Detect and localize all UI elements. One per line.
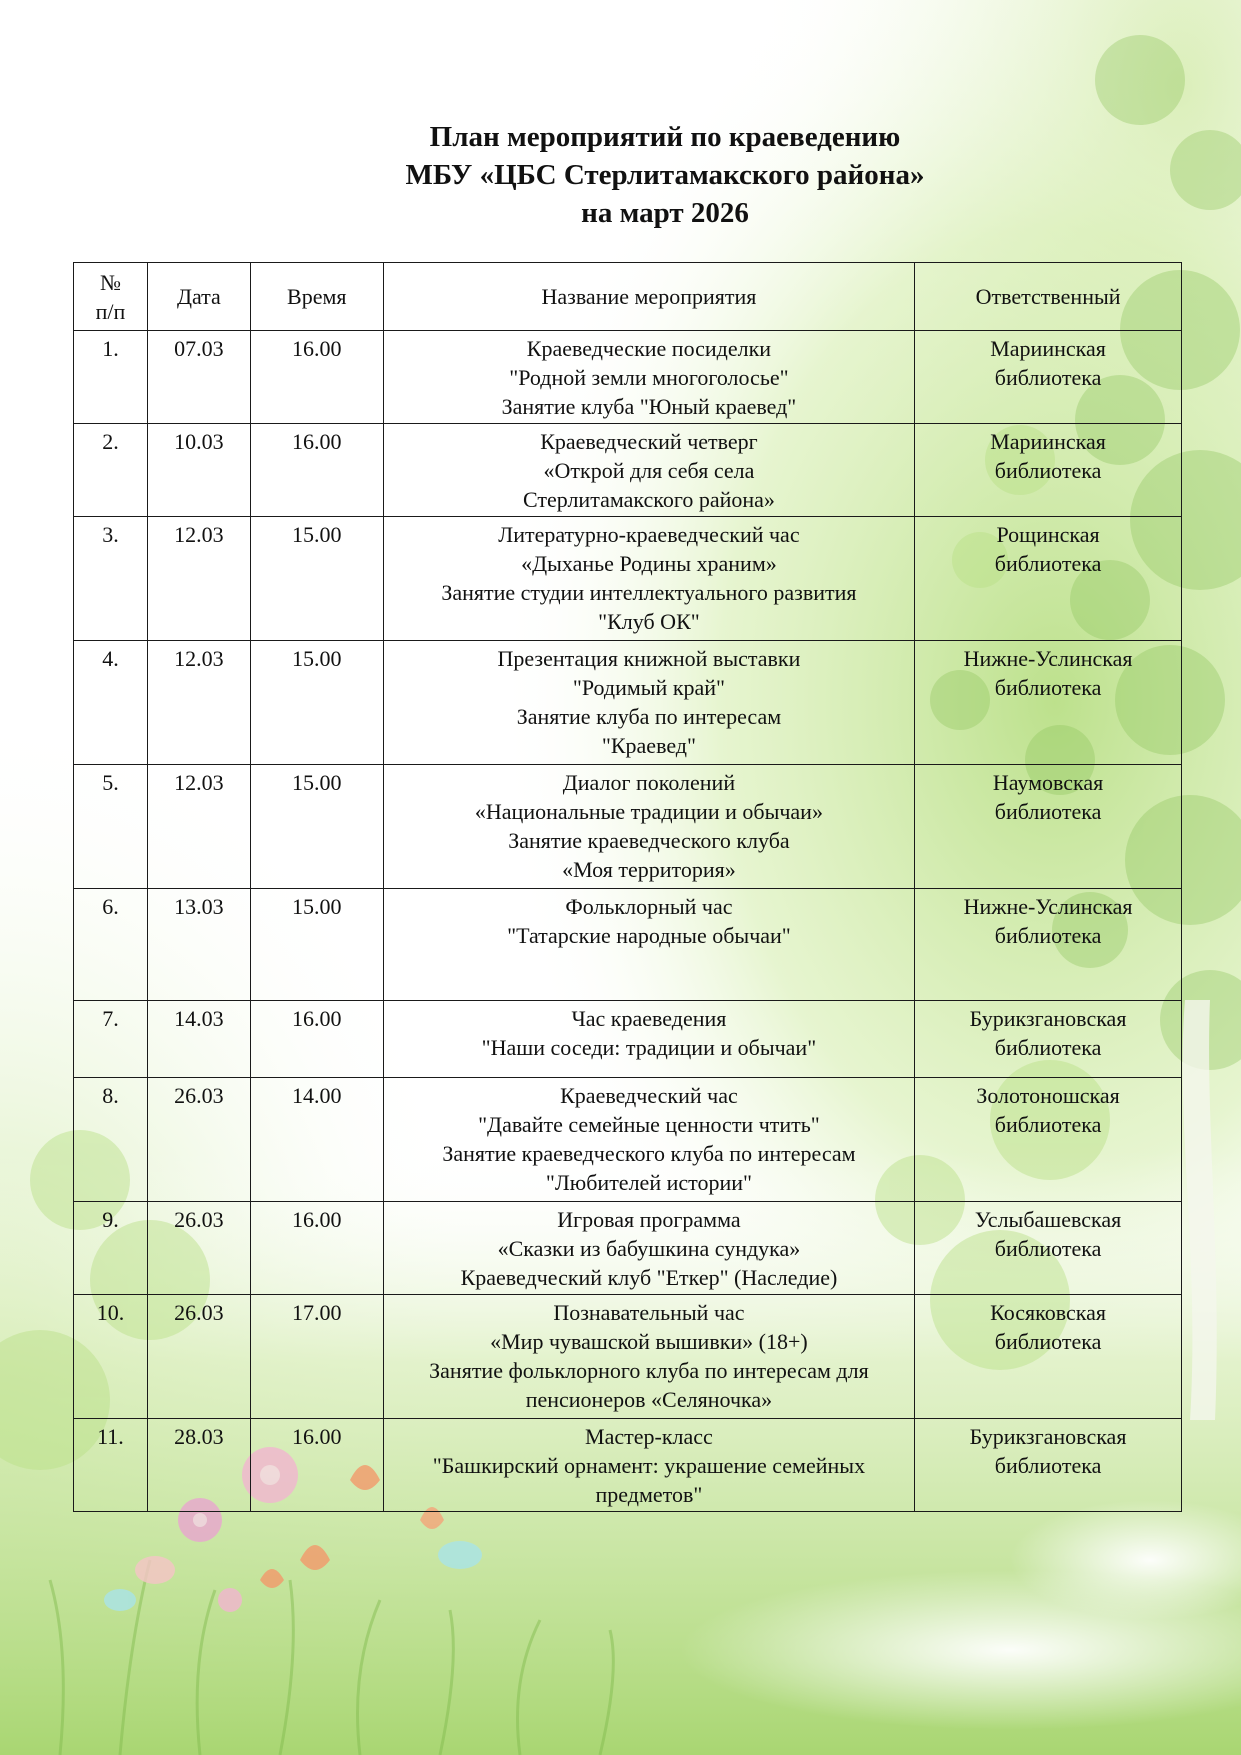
row-responsible	[915, 641, 1182, 765]
row-number: 8.	[74, 1078, 148, 1202]
event-name-line: пенсионеров «Селяночка»	[525, 1387, 773, 1412]
event-name-line: "Родной земли многоголосье"	[509, 365, 789, 390]
table-row	[74, 1295, 1182, 1419]
row-time: 15.00	[250, 641, 383, 765]
event-name-line: Мастер-класс	[585, 1424, 713, 1449]
header-number-line-1: №	[99, 269, 121, 295]
event-name-line: Литературно-краеведческий час	[498, 522, 800, 547]
page-title	[0, 118, 1241, 232]
responsible-line: Рощинская	[996, 522, 1100, 547]
row-responsible	[915, 331, 1182, 424]
row-time: 16.00	[250, 331, 383, 424]
event-name-line: Занятие фольклорного клуба по интересам для	[429, 1358, 869, 1383]
table-row	[74, 889, 1182, 1001]
header-date: Дата	[147, 263, 250, 331]
event-name-line: Фольклорный час	[565, 894, 733, 919]
row-number: 2.	[74, 424, 148, 517]
responsible-line: библиотека	[994, 458, 1102, 483]
row-date: 13.03	[147, 889, 250, 1001]
event-name-line: Занятие краеведческого клуба	[508, 828, 790, 853]
row-date: 12.03	[147, 765, 250, 889]
row-time: 17.00	[250, 1295, 383, 1419]
event-name-line: Краеведческий клуб "Еткер" (Наследие)	[460, 1265, 838, 1290]
row-event-name	[383, 889, 914, 1001]
table-row	[74, 1202, 1182, 1295]
event-name-line: Краеведческие посиделки	[526, 336, 772, 361]
event-name-line: "Краевед"	[601, 733, 696, 758]
event-name-line: «Сказки из бабушкина сундука»	[497, 1236, 801, 1261]
table-row	[74, 1001, 1182, 1078]
table-row	[74, 1078, 1182, 1202]
events-table	[73, 262, 1182, 1512]
row-responsible	[915, 1202, 1182, 1295]
event-name-line: "Любителей истории"	[545, 1170, 752, 1195]
event-name-line: Презентация книжной выставки	[497, 646, 801, 671]
event-name-line: Занятие краеведческого клуба по интересам	[442, 1141, 856, 1166]
row-date: 26.03	[147, 1295, 250, 1419]
event-name-line: «Мир чувашской вышивки» (18+)	[490, 1329, 808, 1354]
row-time: 16.00	[250, 1419, 383, 1512]
row-time: 15.00	[250, 517, 383, 641]
event-name-line: "Клуб ОК"	[598, 609, 700, 634]
row-event-name	[383, 517, 914, 641]
responsible-line: библиотека	[994, 1236, 1102, 1261]
event-name-line: "Наши соседи: традиции и обычаи"	[481, 1035, 817, 1060]
row-number: 3.	[74, 517, 148, 641]
event-name-line: Занятие клуба по интересам	[516, 704, 782, 729]
row-responsible	[915, 1001, 1182, 1078]
responsible-line: библиотека	[994, 1035, 1102, 1060]
event-name-line: «Открой для себя села	[543, 458, 755, 483]
row-date: 26.03	[147, 1078, 250, 1202]
row-event-name	[383, 424, 914, 517]
header-time: Время	[250, 263, 383, 331]
row-number: 6.	[74, 889, 148, 1001]
event-name-line: Занятие клуба "Юный краевед"	[501, 394, 797, 419]
event-name-line: "Давайте семейные ценности чтить"	[478, 1112, 820, 1137]
event-name-line: «Национальные традиции и обычаи»	[474, 799, 823, 824]
header-event-name: Название мероприятия	[383, 263, 914, 331]
row-number: 1.	[74, 331, 148, 424]
row-time: 15.00	[250, 889, 383, 1001]
responsible-line: Наумовская	[992, 770, 1104, 795]
table-row	[74, 765, 1182, 889]
row-responsible	[915, 889, 1182, 1001]
row-time: 16.00	[250, 424, 383, 517]
event-name-line: Диалог поколений	[562, 770, 736, 795]
row-number: 5.	[74, 765, 148, 889]
row-time: 16.00	[250, 1202, 383, 1295]
event-name-line: Стерлитамакского района»	[522, 487, 775, 512]
row-number: 7.	[74, 1001, 148, 1078]
responsible-line: библиотека	[994, 799, 1102, 824]
title-line-2: МБУ «ЦБС Стерлитамакского района»	[405, 159, 925, 191]
row-date: 10.03	[147, 424, 250, 517]
row-time: 15.00	[250, 765, 383, 889]
row-time: 14.00	[250, 1078, 383, 1202]
event-name-line: «Дыханье Родины храним»	[521, 551, 777, 576]
responsible-line: Мариинская	[990, 336, 1106, 361]
responsible-line: библиотека	[994, 1329, 1102, 1354]
row-responsible	[915, 765, 1182, 889]
table-row	[74, 1419, 1182, 1512]
responsible-line: Косяковская	[990, 1300, 1106, 1325]
header-number-line-2: п/п	[95, 298, 126, 324]
responsible-line: библиотека	[994, 365, 1102, 390]
table-row	[74, 517, 1182, 641]
table-row	[74, 641, 1182, 765]
responsible-line: Мариинская	[990, 429, 1106, 454]
event-name-line: "Башкирский орнамент: украшение семейных	[432, 1453, 866, 1478]
row-date: 14.03	[147, 1001, 250, 1078]
responsible-line: Нижне-Услинская	[963, 646, 1133, 671]
responsible-line: библиотека	[994, 551, 1102, 576]
responsible-line: Услыбашевская	[974, 1207, 1122, 1232]
row-event-name	[383, 765, 914, 889]
row-event-name	[383, 1078, 914, 1202]
event-name-line: Занятие студии интеллектуального развития	[441, 580, 857, 605]
title-line-1: План мероприятий по краеведению	[429, 121, 901, 153]
event-name-line: Игровая программа	[557, 1207, 741, 1232]
row-event-name	[383, 1295, 914, 1419]
event-name-line: "Родимый край"	[572, 675, 726, 700]
row-date: 12.03	[147, 517, 250, 641]
table-row	[74, 331, 1182, 424]
row-event-name	[383, 1202, 914, 1295]
responsible-line: библиотека	[994, 1453, 1102, 1478]
table-row	[74, 424, 1182, 517]
table-body	[74, 331, 1182, 1512]
event-name-line: "Татарские народные обычаи"	[507, 923, 791, 948]
row-event-name	[383, 641, 914, 765]
table-header-row	[74, 263, 1182, 331]
row-date: 28.03	[147, 1419, 250, 1512]
responsible-line: Бурикзгановская	[969, 1006, 1127, 1031]
row-number: 11.	[74, 1419, 148, 1512]
event-name-line: «Моя территория»	[562, 857, 736, 882]
event-name-line: предметов"	[595, 1482, 703, 1507]
event-name-line: Час краеведения	[571, 1006, 727, 1031]
row-responsible	[915, 1295, 1182, 1419]
row-responsible	[915, 424, 1182, 517]
responsible-line: Золотоношская	[976, 1083, 1120, 1108]
title-line-3: на март 2026	[581, 197, 749, 229]
event-name-line: Познавательный час	[553, 1300, 745, 1325]
responsible-line: Бурикзгановская	[969, 1424, 1127, 1449]
row-date: 26.03	[147, 1202, 250, 1295]
row-event-name	[383, 1001, 914, 1078]
responsible-line: Нижне-Услинская	[963, 894, 1133, 919]
row-number: 4.	[74, 641, 148, 765]
row-responsible	[915, 1419, 1182, 1512]
row-number: 10.	[74, 1295, 148, 1419]
row-responsible	[915, 1078, 1182, 1202]
row-date: 07.03	[147, 331, 250, 424]
responsible-line: библиотека	[994, 675, 1102, 700]
responsible-line: библиотека	[994, 923, 1102, 948]
header-responsible: Ответственный	[915, 263, 1182, 331]
row-date: 12.03	[147, 641, 250, 765]
row-event-name	[383, 1419, 914, 1512]
event-name-line: Краеведческий час	[560, 1083, 738, 1108]
row-number: 9.	[74, 1202, 148, 1295]
row-time: 16.00	[250, 1001, 383, 1078]
header-number	[74, 263, 148, 331]
row-responsible	[915, 517, 1182, 641]
event-name-line: Краеведческий четверг	[540, 429, 758, 454]
row-event-name	[383, 331, 914, 424]
responsible-line: библиотека	[994, 1112, 1102, 1137]
